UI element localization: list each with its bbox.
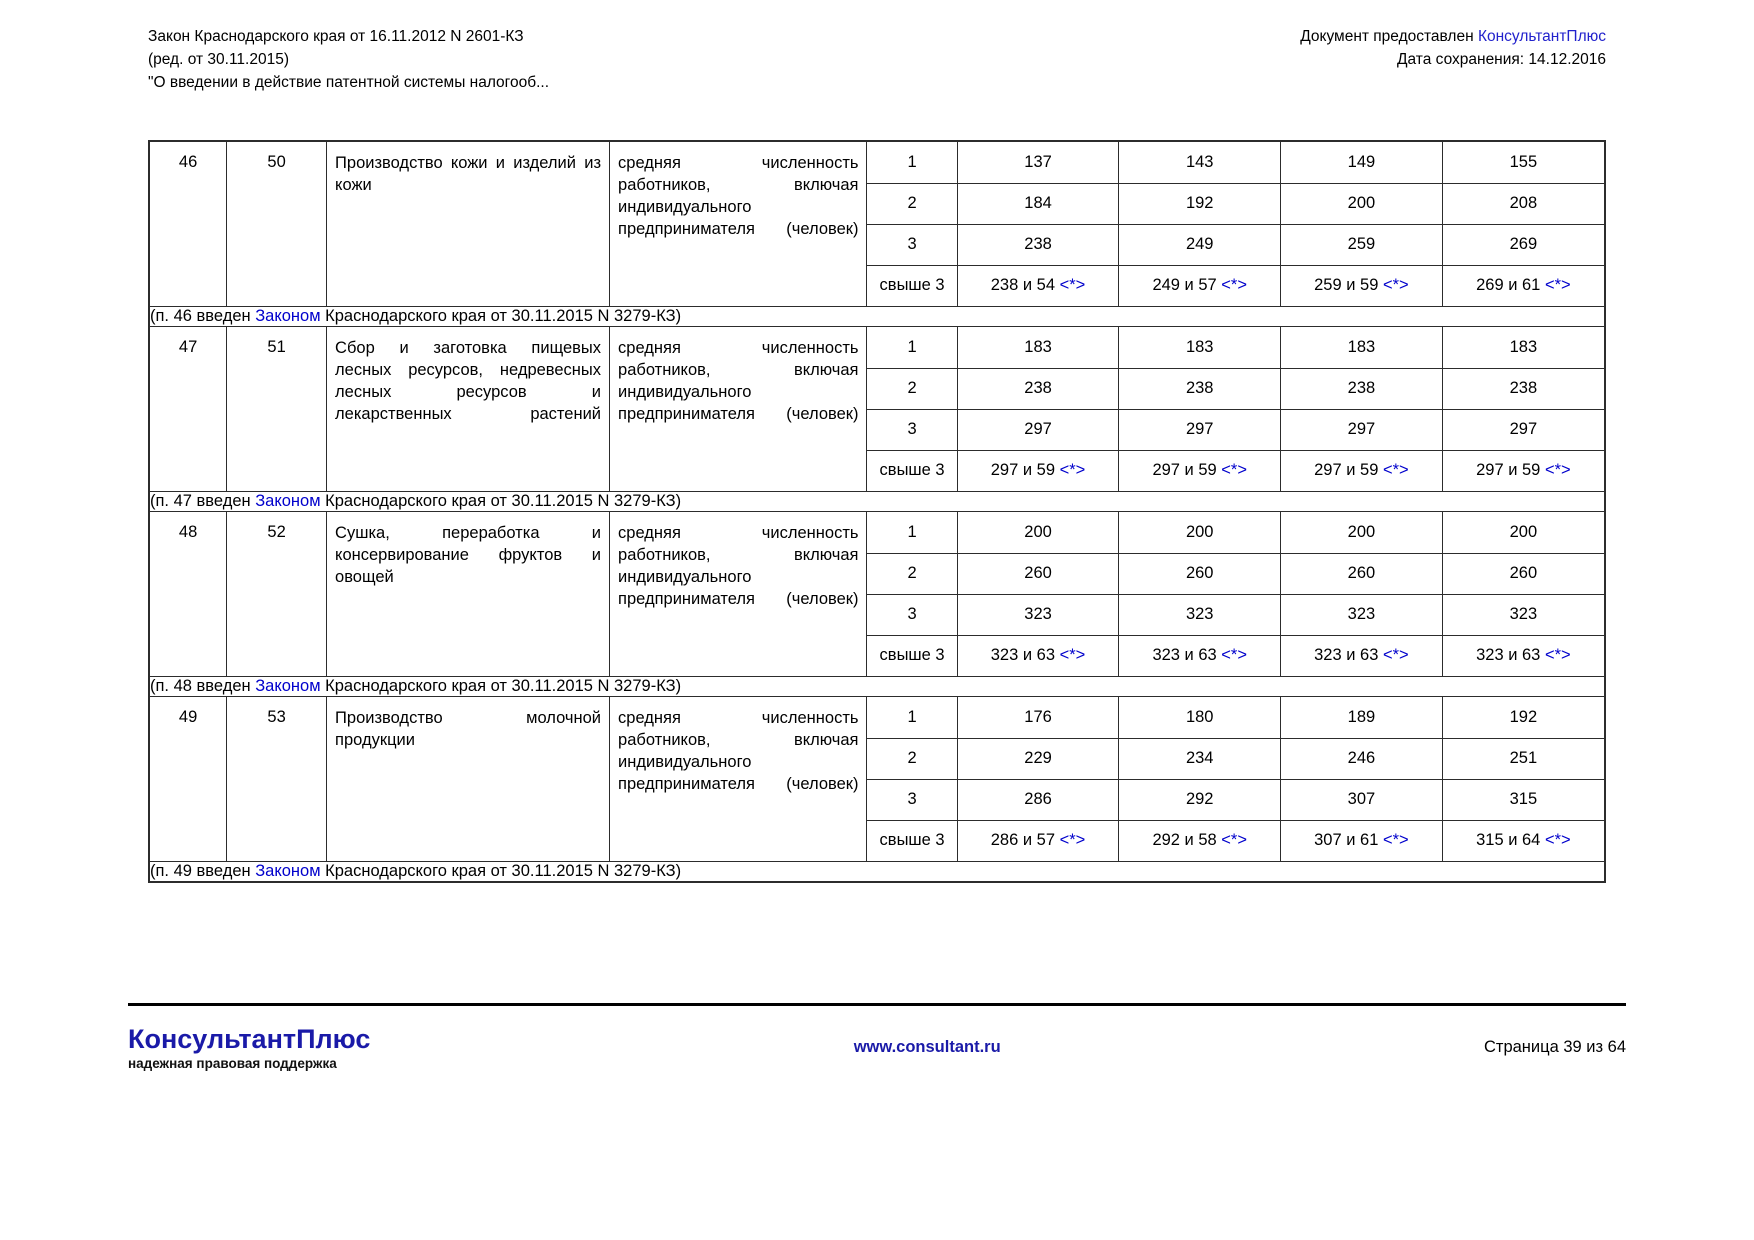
- income-row: [867, 183, 1604, 224]
- activity-code-cell: [227, 327, 327, 492]
- income-row: [867, 553, 1604, 594]
- header-title-line-2: (ред. от 30.11.2015): [148, 50, 289, 68]
- income-value-cell: 323: [1442, 594, 1604, 635]
- income-value-cell: 155: [1442, 142, 1604, 183]
- income-value-cell: 297: [1281, 409, 1443, 450]
- income-value: 297 и 59: [1476, 461, 1545, 480]
- indicator-cell: [610, 512, 867, 677]
- footnote-row: [149, 307, 1605, 327]
- income-value-cell: 229: [957, 738, 1119, 779]
- income-value-cell: [957, 820, 1119, 861]
- footnote-marker-link[interactable]: <*>: [1544, 276, 1571, 295]
- footnote-law-link[interactable]: Законом: [255, 677, 321, 695]
- indicator-cell: [610, 141, 867, 307]
- income-value-cell: [1281, 265, 1443, 306]
- header-title-line-3: "О введении в действие патентной системы налогооб...: [148, 73, 550, 91]
- income-value-cell: 149: [1281, 142, 1443, 183]
- footnote-marker-link[interactable]: <*>: [1382, 831, 1409, 850]
- footnote-marker-link[interactable]: <*>: [1059, 831, 1086, 850]
- activity-description-cell: [327, 141, 610, 307]
- footnote-marker-link[interactable]: <*>: [1221, 461, 1247, 480]
- footer-divider: [128, 1003, 1626, 1006]
- footer-site-link[interactable]: www.consultant.ru: [853, 1038, 1001, 1056]
- income-value: 297 и 59: [1314, 461, 1383, 480]
- activity-code-cell: [227, 141, 327, 307]
- header-provider-line: [1300, 26, 1606, 49]
- footnote-marker-link[interactable]: <*>: [1544, 461, 1571, 480]
- income-value-cell: 260: [1119, 553, 1281, 594]
- footnote-marker-link[interactable]: <*>: [1544, 831, 1571, 850]
- income-value: 286 и 57: [990, 831, 1060, 850]
- footer-brand: [128, 1024, 370, 1071]
- income-value-cell: [1119, 820, 1281, 861]
- employee-count-label: 1: [867, 142, 957, 183]
- employee-count-label: 3: [867, 224, 957, 265]
- footnote-marker-link[interactable]: <*>: [1221, 831, 1247, 850]
- income-value: 259 и 59: [1314, 276, 1383, 295]
- activity-description: Производство молочной продукции: [335, 709, 602, 749]
- income-row: [867, 224, 1604, 265]
- footnote-prefix: (п. 49 введен: [150, 862, 256, 880]
- footnote-marker-link[interactable]: <*>: [1544, 646, 1571, 665]
- potential-income-grid-cell: [867, 697, 1605, 862]
- income-value-cell: 251: [1442, 738, 1604, 779]
- row-number-cell: [149, 327, 227, 492]
- income-value-cell: [1281, 450, 1443, 491]
- employee-count-label: 2: [867, 738, 957, 779]
- employee-count-label: свыше 3: [867, 450, 957, 491]
- income-row: [867, 368, 1604, 409]
- income-value-cell: 323: [1119, 594, 1281, 635]
- employee-count-label: 2: [867, 368, 957, 409]
- potential-income-grid-cell: [867, 327, 1605, 492]
- income-value: 323 и 63: [1476, 646, 1545, 665]
- income-value: 269 и 61: [1476, 276, 1545, 295]
- table-row: [149, 141, 1605, 307]
- income-value: 315 и 64: [1476, 831, 1545, 850]
- indicator-text: средняя численность работников, включая индивидуального предпринимателя (человек): [618, 154, 859, 238]
- indicator-text: средняя численность работников, включая индивидуального предпринимателя (человек): [618, 709, 859, 793]
- income-row: [867, 450, 1604, 491]
- header-provider-prefix: Документ предоставлен: [1300, 28, 1478, 45]
- income-value-cell: 183: [1442, 327, 1604, 368]
- potential-income-grid-cell: [867, 512, 1605, 677]
- row-number: 47: [178, 338, 198, 356]
- employee-count-label: 3: [867, 779, 957, 820]
- income-value-cell: 192: [1119, 183, 1281, 224]
- income-value-cell: [957, 450, 1119, 491]
- footnote-marker-link[interactable]: <*>: [1221, 646, 1247, 665]
- income-value-cell: [957, 635, 1119, 676]
- footnote-suffix: Краснодарского края от 30.11.2015 N 3279-КЗ): [320, 862, 682, 880]
- activity-code-cell: [227, 697, 327, 862]
- income-value-cell: 208: [1442, 183, 1604, 224]
- income-row: [867, 738, 1604, 779]
- income-value-cell: 183: [957, 327, 1119, 368]
- employee-count-label: свыше 3: [867, 265, 957, 306]
- income-value-cell: 200: [1442, 512, 1604, 553]
- income-row: [867, 594, 1604, 635]
- income-value-cell: 323: [957, 594, 1119, 635]
- income-value: 297 и 59: [1152, 461, 1222, 480]
- income-value: 323 и 63: [1314, 646, 1383, 665]
- income-value-cell: 297: [1119, 409, 1281, 450]
- activity-description: Сбор и заготовка пищевых лесных ресурсов, недревесных лесных ресурсов и лекарственных растений: [335, 339, 602, 423]
- income-row: [867, 820, 1604, 861]
- activity-description: Производство кожи и изделий из кожи: [335, 154, 602, 194]
- table-row: [149, 512, 1605, 677]
- header-saved-date: Дата сохранения: 14.12.2016: [1397, 50, 1606, 68]
- income-value-cell: 200: [1281, 512, 1443, 553]
- income-value-cell: [957, 265, 1119, 306]
- footnote-marker-link[interactable]: <*>: [1382, 461, 1409, 480]
- header-provider-info: [1300, 26, 1606, 72]
- income-value-cell: 238: [1281, 368, 1443, 409]
- income-value-cell: [1119, 450, 1281, 491]
- income-value-cell: [1442, 450, 1604, 491]
- income-value-cell: 323: [1281, 594, 1443, 635]
- income-value-cell: 286: [957, 779, 1119, 820]
- footer-page-number: Страница 39 из 64: [1483, 1038, 1626, 1056]
- income-value-cell: 297: [1442, 409, 1604, 450]
- header-provider-brand: КонсультантПлюс: [1477, 28, 1606, 45]
- footnote-suffix: Краснодарского края от 30.11.2015 N 3279-КЗ): [320, 677, 682, 695]
- employee-count-label: 1: [867, 327, 957, 368]
- income-value-cell: 200: [957, 512, 1119, 553]
- income-value-cell: [1281, 820, 1443, 861]
- activity-code: 50: [267, 153, 286, 171]
- footer-brand-name: КонсультантПлюс: [128, 1024, 371, 1054]
- income-value-cell: 259: [1281, 224, 1443, 265]
- employee-count-label: 1: [867, 697, 957, 738]
- row-number-cell: [149, 697, 227, 862]
- footer-brand-tagline: надежная правовая поддержка: [128, 1056, 337, 1072]
- income-value-cell: [1119, 635, 1281, 676]
- header-title-line-1: Закон Краснодарского края от 16.11.2012 N 2601-КЗ: [148, 28, 524, 45]
- income-value-cell: 200: [1119, 512, 1281, 553]
- indicator-cell: [610, 327, 867, 492]
- footnote-cell: [149, 492, 1605, 512]
- activity-description: Сушка, переработка и консервирование фруктов и овощей: [335, 524, 602, 586]
- potential-income-grid: [867, 142, 1604, 306]
- income-value-cell: 238: [957, 368, 1119, 409]
- row-number: 49: [178, 708, 198, 726]
- footnote-row: [149, 492, 1605, 512]
- income-value-cell: [1281, 635, 1443, 676]
- income-value-cell: 307: [1281, 779, 1443, 820]
- potential-income-grid: [867, 327, 1604, 491]
- activity-code: 53: [267, 708, 286, 726]
- footnote-marker-link[interactable]: <*>: [1382, 646, 1409, 665]
- income-value-cell: 260: [1281, 553, 1443, 594]
- indicator-text: средняя численность работников, включая индивидуального предпринимателя (человек): [618, 339, 859, 423]
- activity-code-cell: [227, 512, 327, 677]
- income-value: 307 и 61: [1314, 831, 1383, 850]
- footnote-cell: [149, 862, 1605, 883]
- employee-count-label: 3: [867, 409, 957, 450]
- income-value-cell: 260: [1442, 553, 1604, 594]
- income-row: [867, 327, 1604, 368]
- footnote-marker-link[interactable]: <*>: [1221, 276, 1247, 295]
- income-value-cell: 269: [1442, 224, 1604, 265]
- employee-count-label: свыше 3: [867, 635, 957, 676]
- row-number: 46: [178, 153, 198, 171]
- income-value-cell: 246: [1281, 738, 1443, 779]
- income-value: 249 и 57: [1152, 276, 1222, 295]
- income-value-cell: 238: [957, 224, 1119, 265]
- income-row: [867, 409, 1604, 450]
- footnote-law-link[interactable]: Законом: [255, 862, 321, 880]
- footnote-row: [149, 677, 1605, 697]
- employee-count-label: 1: [867, 512, 957, 553]
- row-number-cell: [149, 512, 227, 677]
- indicator-cell: [610, 697, 867, 862]
- income-value-cell: 183: [1281, 327, 1443, 368]
- income-row: [867, 635, 1604, 676]
- employee-count-label: 2: [867, 183, 957, 224]
- income-value: 292 и 58: [1152, 831, 1222, 850]
- footnote-row: [149, 862, 1605, 883]
- header-document-title: [148, 26, 549, 95]
- footnote-marker-link[interactable]: <*>: [1059, 461, 1086, 480]
- footnote-law-link[interactable]: Законом: [255, 492, 321, 510]
- footnote-marker-link[interactable]: <*>: [1382, 276, 1409, 295]
- footnote-cell: [149, 677, 1605, 697]
- income-value-cell: 249: [1119, 224, 1281, 265]
- income-value-cell: 234: [1119, 738, 1281, 779]
- row-number-cell: [149, 141, 227, 307]
- income-value-cell: 183: [1119, 327, 1281, 368]
- activity-description-cell: [327, 327, 610, 492]
- income-row: [867, 697, 1604, 738]
- table-row: [149, 327, 1605, 492]
- income-value-cell: 192: [1442, 697, 1604, 738]
- indicator-text: средняя численность работников, включая индивидуального предпринимателя (человек): [618, 524, 859, 608]
- row-number: 48: [178, 523, 198, 541]
- income-value: 323 и 63: [990, 646, 1060, 665]
- footnote-suffix: Краснодарского края от 30.11.2015 N 3279-КЗ): [320, 492, 682, 510]
- income-value-cell: 200: [1281, 183, 1443, 224]
- income-value-cell: 238: [1119, 368, 1281, 409]
- income-value: 238 и 54: [990, 276, 1060, 295]
- income-value-cell: 189: [1281, 697, 1443, 738]
- income-value-cell: 238: [1442, 368, 1604, 409]
- employee-count-label: свыше 3: [867, 820, 957, 861]
- employee-count-label: 3: [867, 594, 957, 635]
- income-value-cell: [1442, 265, 1604, 306]
- potential-income-grid: [867, 512, 1604, 676]
- footnote-prefix: (п. 47 введен: [150, 492, 256, 510]
- income-value: 323 и 63: [1152, 646, 1222, 665]
- activity-code: 52: [267, 523, 286, 541]
- patent-rates-table-wrap: [148, 140, 1606, 883]
- income-value-cell: [1442, 820, 1604, 861]
- document-header: [148, 26, 1606, 95]
- income-row: [867, 779, 1604, 820]
- income-value-cell: 260: [957, 553, 1119, 594]
- footnote-suffix: Краснодарского края от 30.11.2015 N 3279-КЗ): [320, 307, 682, 325]
- income-value-cell: 143: [1119, 142, 1281, 183]
- income-value-cell: 315: [1442, 779, 1604, 820]
- activity-code: 51: [267, 338, 286, 356]
- income-value-cell: 137: [957, 142, 1119, 183]
- income-row: [867, 265, 1604, 306]
- employee-count-label: 2: [867, 553, 957, 594]
- activity-description-cell: [327, 697, 610, 862]
- footnote-cell: [149, 307, 1605, 327]
- table-row: [149, 697, 1605, 862]
- income-value-cell: [1119, 265, 1281, 306]
- income-value-cell: 297: [957, 409, 1119, 450]
- patent-rates-table: [148, 140, 1606, 883]
- income-value-cell: 176: [957, 697, 1119, 738]
- potential-income-grid-cell: [867, 141, 1605, 307]
- potential-income-grid: [867, 697, 1604, 861]
- footnote-marker-link[interactable]: <*>: [1059, 646, 1086, 665]
- income-value-cell: 184: [957, 183, 1119, 224]
- income-value-cell: [1442, 635, 1604, 676]
- income-value-cell: 292: [1119, 779, 1281, 820]
- income-row: [867, 512, 1604, 553]
- footnote-prefix: (п. 48 введен: [150, 677, 256, 695]
- activity-description-cell: [327, 512, 610, 677]
- footnote-marker-link[interactable]: <*>: [1059, 276, 1086, 295]
- income-value: 297 и 59: [990, 461, 1060, 480]
- document-footer: [128, 1024, 1626, 1071]
- income-value-cell: 180: [1119, 697, 1281, 738]
- footnote-law-link[interactable]: Законом: [255, 307, 321, 325]
- income-row: [867, 142, 1604, 183]
- footnote-prefix: (п. 46 введен: [150, 307, 256, 325]
